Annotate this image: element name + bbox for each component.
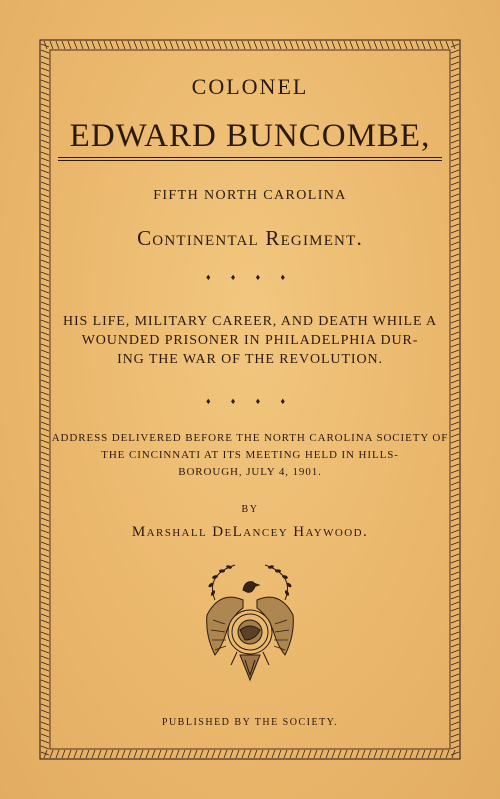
address-line-3: BOROUGH, JULY 4, 1901. <box>178 466 322 478</box>
ornament-diamonds-bottom: ♦ ♦ ♦ ♦ <box>205 396 295 406</box>
regiment-name: Continental Regiment. <box>137 226 363 250</box>
ornament-diamonds-top: ♦ ♦ ♦ ♦ <box>205 272 295 282</box>
rank-heading: COLONEL <box>191 74 309 99</box>
eagle-seal-icon <box>195 560 305 700</box>
by-label: BY <box>241 504 259 515</box>
title-page-content <box>50 60 450 760</box>
publisher-line: PUBLISHED BY THE SOCIETY. <box>161 717 339 728</box>
subtitle-life-line-2: WOUNDED PRISONER IN PHILADELPHIA DUR- <box>81 333 419 348</box>
address-line-2: THE CINCINNATI AT ITS MEETING HELD IN HILLS- <box>101 449 399 461</box>
name-underline-thin <box>58 160 442 161</box>
name-underline-thick <box>58 157 442 158</box>
subtitle-life-line-1: HIS LIFE, MILITARY CAREER, AND DEATH WHILE A <box>62 314 438 329</box>
address-note <box>50 430 450 481</box>
subtitle-life-line-3: ING THE WAR OF THE REVOLUTION. <box>117 352 383 367</box>
author-name: Marshall DeLancey Haywood. <box>131 524 369 540</box>
regiment-state: FIFTH NORTH CAROLINA <box>153 188 347 203</box>
subtitle-life <box>50 312 450 369</box>
subject-name: EDWARD BUNCOMBE, <box>69 118 431 154</box>
address-line-1: ADDRESS DELIVERED BEFORE THE NORTH CAROLINA SOCIETY OF <box>51 432 449 444</box>
